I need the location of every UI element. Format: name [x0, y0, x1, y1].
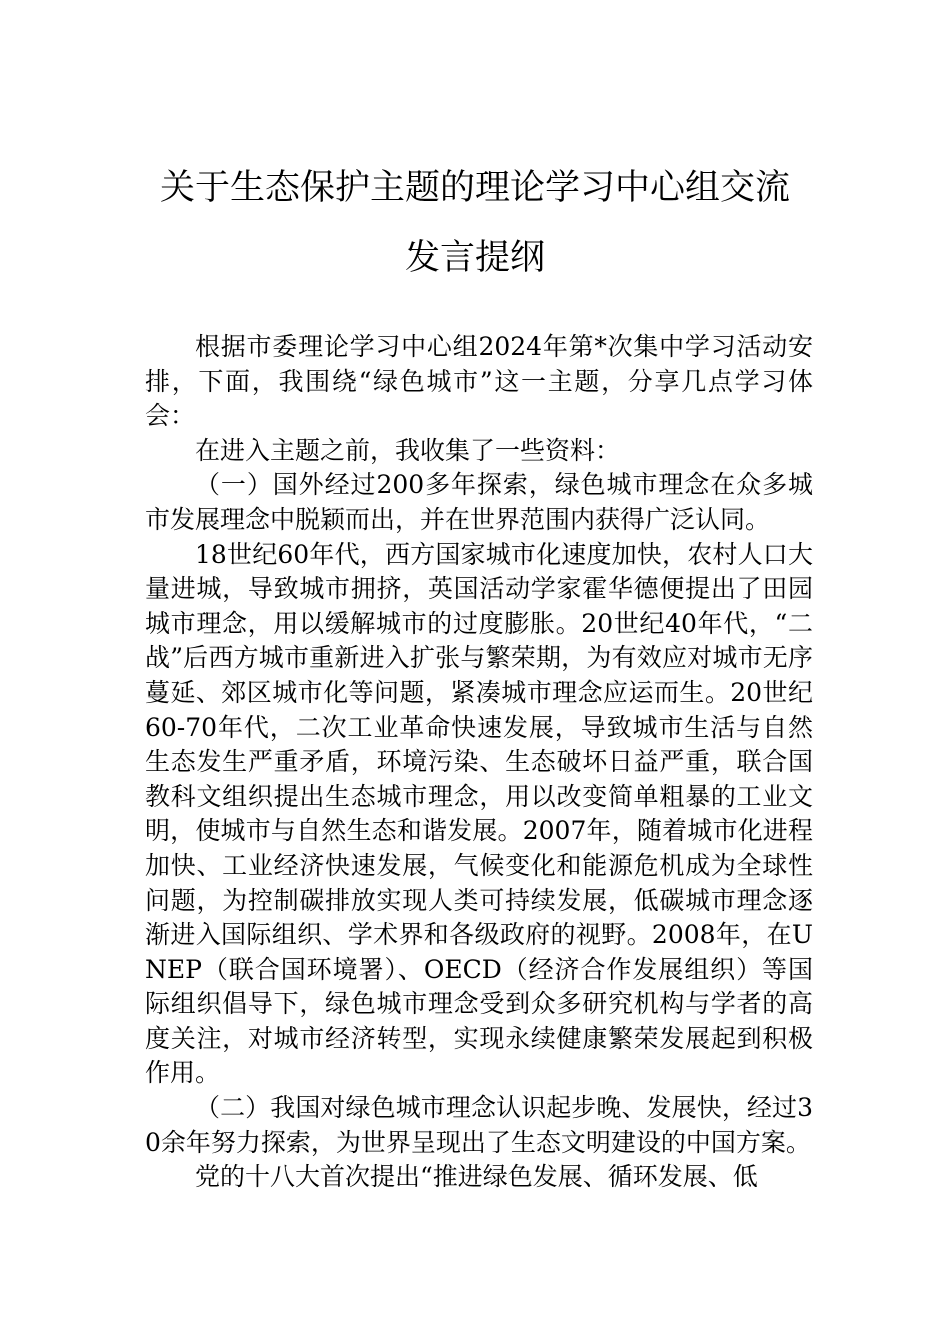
paragraph-section-1-heading: （一）国外经过200多年探索，绿色城市理念在众多城市发展理念中脱颖而出，并在世界范围内获得广泛认同。: [145, 470, 813, 534]
paragraph-section-2-body: 党的十八大首次提出“推进绿色发展、循环发展、低: [195, 1162, 758, 1192]
paragraph-materials-lead: 在进入主题之前，我收集了一些资料：: [195, 435, 621, 465]
document-title-line-2: 发言提纲: [404, 238, 545, 278]
paragraph-intro: 根据市委理论学习中心组2024年第*次集中学习活动安排，下面，我围绕“绿色城市”这一主题，分享几点学习体会：: [145, 332, 813, 431]
paragraph-section-1-body: 18世纪60年代，西方国家城市化速度加快，农村人口大量进城，导致城市拥挤，英国活动学家霍华德便提出了田园城市理念，用以缓解城市的过度膨胀。20世纪40年代，“二战”后西方城市重新进入扩张与繁荣期，为有效应对城市无序蔓延、郊区城市化等问题，紧凑城市理念应运而生。20世纪60-70年代，二次工业革命快速发展，导致城市生活与自然生态发生严重矛盾，环境污染、生态破坏日益严重，联合国教科文组织提出生态城市理念，用以改变简单粗暴的工业文明，使城市与自然生态和谐发展。2007年，随着城市化进程加快、工业经济快速发展，气候变化和能源危机成为全球性问题，为控制碳排放实现人类可持续发展，低碳城市理念逐渐进入国际组织、学术界和各级政府的视野。2008年，在UNEP（联合国环境署）、OECD（经济合作发展组织）等国际组织倡导下，绿色城市理念受到众多研究机构与学者的高度关注，对城市经济转型，实现永续健康繁荣发展起到积极作用。: [145, 539, 813, 1088]
document-body: [145, 330, 813, 1195]
paragraph-section-2-heading: （二）我国对绿色城市理念认识起步晚、发展快，经过30余年努力探索，为世界呈现出了生态文明建设的中国方案。: [145, 1093, 813, 1157]
document-title-line-1: 关于生态保护主题的理论学习中心组交流: [159, 168, 790, 208]
